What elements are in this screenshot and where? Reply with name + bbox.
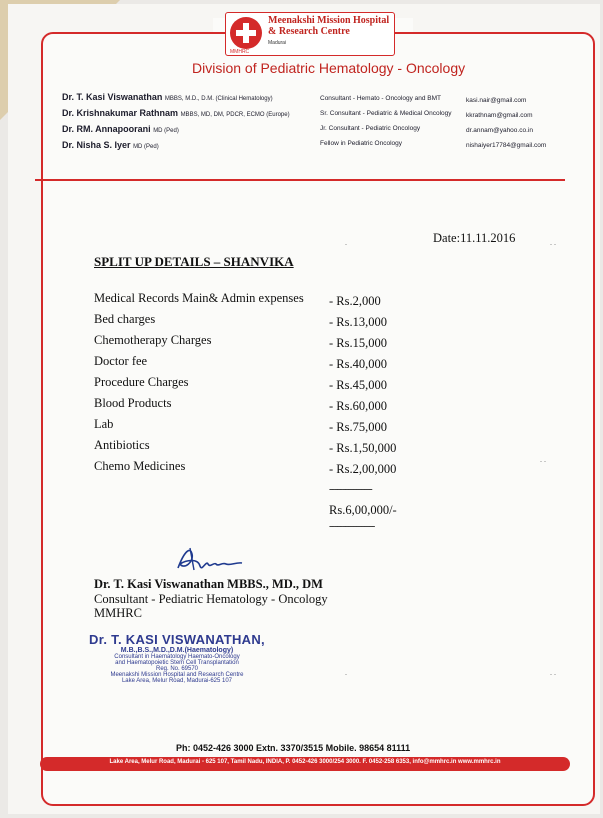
- doctor-name: Dr. Krishnakumar Rathnam: [62, 108, 179, 118]
- expense-label: Procedure Charges: [94, 375, 189, 389]
- red-cross-icon: [230, 17, 262, 49]
- doctor-qualifications: MBBS, M.D., D.M. (Clinical Hematology): [164, 96, 273, 102]
- doctor-entry: [62, 108, 290, 124]
- document-title: SPLIT UP DETAILS – SHANVIKA: [94, 254, 294, 269]
- expense-label: Medical Records Main& Admin expenses: [94, 291, 304, 305]
- doctor-qualifications: MD (Ped): [153, 128, 179, 134]
- expense-label: Chemo Medicines: [94, 459, 186, 473]
- expense-label: Lab: [94, 417, 114, 431]
- expense-amount: - Rs.15,000: [329, 336, 387, 350]
- doctor-qualifications: MD (Ped): [133, 144, 159, 150]
- stamp-name: Dr. T. KASI VISWANATHAN,: [89, 632, 265, 647]
- expense-amount: - Rs.40,000: [329, 357, 387, 371]
- footer-bar: [40, 757, 570, 771]
- logo-subtext: MMHRC: [230, 49, 250, 55]
- expense-amount: - Rs.75,000: [329, 420, 387, 434]
- doctor-name: Dr. Nisha S. Iyer: [62, 140, 131, 150]
- expense-amount: - Rs.45,000: [329, 378, 387, 392]
- expense-amount: - Rs.2,00,000: [329, 462, 397, 476]
- expense-amounts: [329, 294, 396, 483]
- print-speck: .: [345, 238, 347, 247]
- doctor-role: Jr. Consultant - Pediatric Oncology: [320, 125, 421, 132]
- signatory-name: Dr. T. Kasi Viswanathan MBBS., MD., DM: [94, 577, 323, 591]
- stamp-degrees: M.B.,B.S.,M.D.,D.M.(Haematology): [120, 647, 234, 654]
- hospital-name-line2: & Research Centre: [268, 26, 350, 37]
- expense-label: Chemotherapy Charges: [94, 333, 212, 347]
- document-date: Date:11.11.2016: [433, 231, 516, 245]
- expense-amount: - Rs.2,000: [329, 294, 381, 308]
- print-speck: . .: [540, 455, 546, 464]
- doctor-entry: [62, 92, 290, 108]
- stamp-line: and Haematopoietic Stem Cell Transplantation: [115, 660, 239, 666]
- total-amount: Rs.6,00,000/-: [329, 503, 397, 517]
- doctor-role: Fellow in Pediatric Oncology: [320, 140, 403, 147]
- handwritten-signature: [170, 540, 250, 580]
- header-divider: [35, 179, 565, 181]
- doctor-names: [62, 92, 290, 156]
- hospital-city: Madurai: [268, 40, 287, 46]
- doctor-entry: [62, 124, 290, 140]
- total-separator-bottom: -----------------: [329, 520, 375, 532]
- stamp-line: Meenakshi Mission Hospital and Research Centre: [110, 672, 244, 678]
- stamp-line: Lake Area, Melur Road, Madurai-625 107: [121, 678, 233, 684]
- hospital-name-line1: Meenakshi Mission Hospital: [268, 15, 390, 26]
- stamp-reg: Reg. No. 69570: [155, 666, 199, 672]
- print-speck: .: [345, 668, 347, 677]
- doctor-emails: [466, 97, 546, 157]
- doctor-role: Consultant - Hemato - Oncology and BMT: [320, 95, 442, 102]
- doctor-roles: [320, 95, 452, 155]
- expense-label: Antibiotics: [94, 438, 150, 452]
- doctor-qualifications: MBBS, MD, DM, PDCR, ECMO (Europe): [180, 112, 290, 118]
- expense-label: Blood Products: [94, 396, 172, 410]
- expense-labels: [94, 291, 304, 480]
- footer-phone: Ph: 0452-426 3000 Extn. 3370/3515 Mobile. 98654 81111: [176, 743, 411, 753]
- expense-amount: - Rs.13,000: [329, 315, 387, 329]
- division-title: Division of Pediatric Hematology - Oncology: [192, 60, 466, 76]
- signatory-title: Consultant - Pediatric Hematology - Oncology: [94, 592, 328, 606]
- doctor-email: kkrathnam@gmail.com: [466, 112, 533, 119]
- doctor-role: Sr. Consultant - Pediatric & Medical Oncology: [320, 110, 452, 117]
- print-speck: . .: [550, 668, 556, 677]
- doctor-stamp: [77, 632, 277, 684]
- print-speck: . .: [550, 238, 556, 247]
- doctor-email: dr.annam@yahoo.co.in: [466, 127, 533, 134]
- expense-label: Bed charges: [94, 312, 156, 326]
- doctor-name: Dr. T. Kasi Viswanathan: [62, 92, 163, 102]
- doctor-email: kasi.nair@gmail.com: [466, 97, 527, 104]
- stamp-line: Consultant in Haematology Haemato-Oncology: [114, 654, 240, 660]
- doctor-entry: [62, 140, 290, 156]
- signatory-org: MMHRC: [94, 606, 142, 620]
- expense-amount: - Rs.60,000: [329, 399, 387, 413]
- doctor-name: Dr. RM. Annapoorani: [62, 124, 151, 134]
- footer-address: Lake Area, Melur Road, Madurai - 625 107, Tamil Nadu, INDIA, P. 0452-426 3000/254 3000. F. 0452-258 6353, info@mmhrc.in www.mmhrc.in: [109, 759, 501, 765]
- expense-amount: - Rs.1,50,000: [329, 441, 397, 455]
- expense-label: Doctor fee: [94, 354, 148, 368]
- hospital-logo: [225, 12, 395, 56]
- total-separator-top: ----------------: [329, 483, 372, 495]
- doctor-email: nishaiyer17784@gmail.com: [466, 142, 547, 149]
